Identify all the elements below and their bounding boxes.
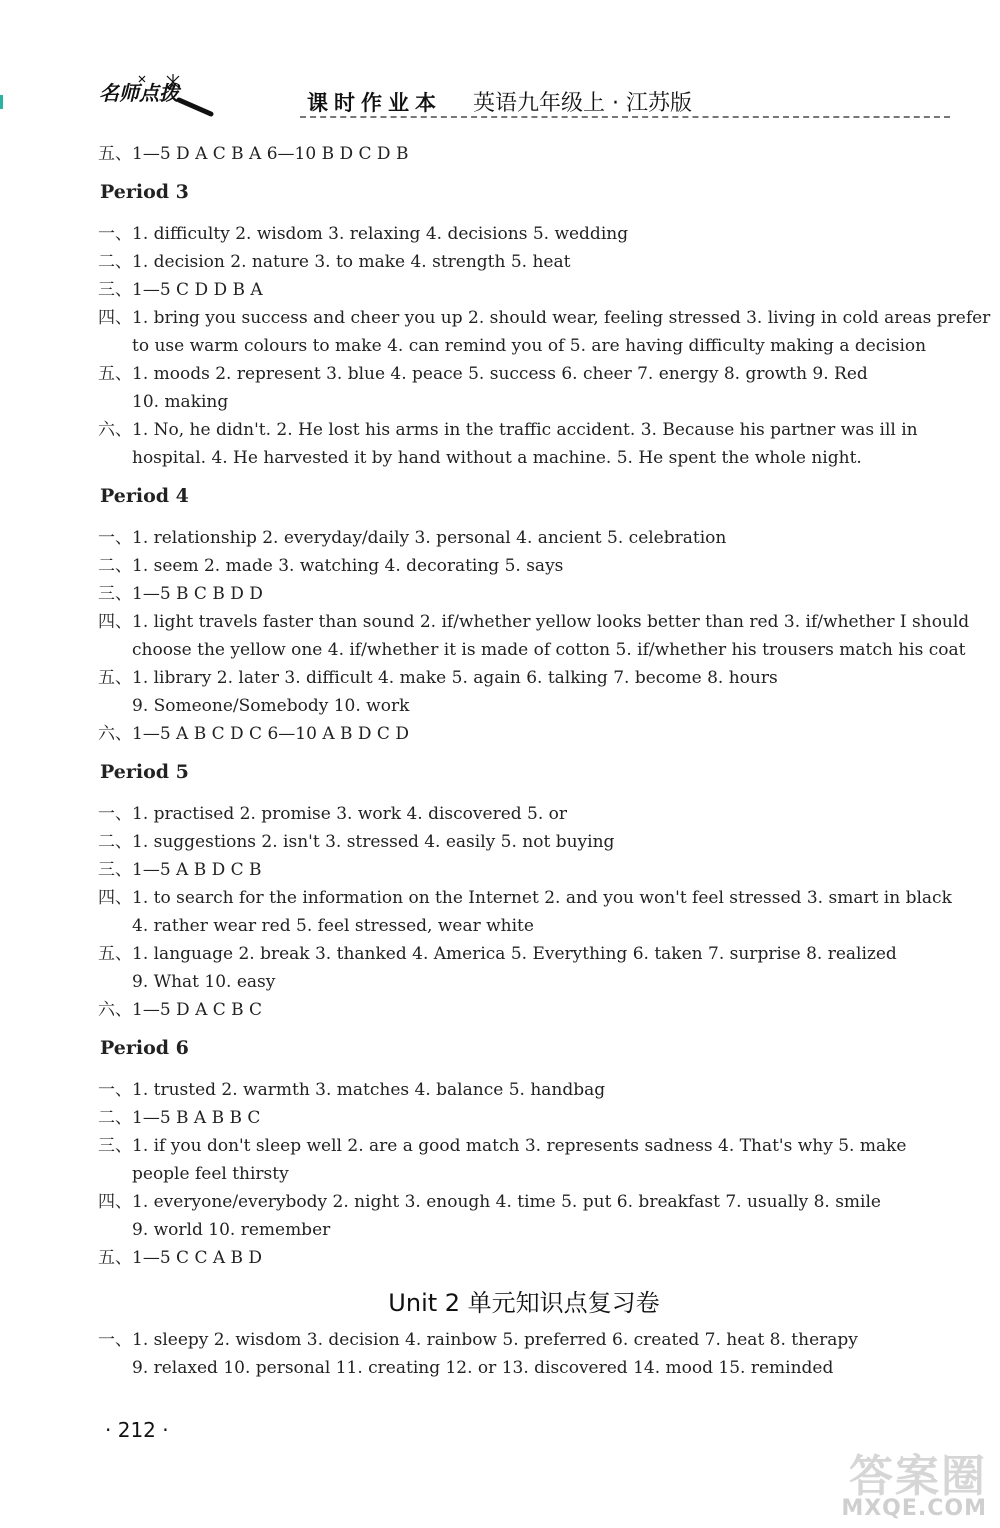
answer-line: 四、1. light travels faster than sound 2. if/whether yellow looks better than red 3. if/whether I should bbox=[98, 612, 970, 632]
svg-text:名师点拨: 名师点拨 bbox=[99, 81, 179, 105]
answer-line: 三、1—5 C D D B A bbox=[98, 280, 263, 300]
period-6-heading: Period 6 bbox=[100, 1037, 189, 1059]
book-title: 课时作业本 bbox=[307, 91, 442, 115]
answer-line: 四、1. bring you success and cheer you up 2. should wear, feeling stressed 3. living in cold areas prefer bbox=[98, 308, 991, 328]
answer-line: 一、1. relationship 2. everyday/daily 3. personal 4. ancient 5. celebration bbox=[98, 528, 727, 548]
answer-line: 一、1. sleepy 2. wisdom 3. decision 4. rainbow 5. preferred 6. created 7. heat 8. therapy bbox=[98, 1330, 858, 1350]
answer-line: 一、1. practised 2. promise 3. work 4. discovered 5. or bbox=[98, 804, 568, 824]
answer-line: 10. making bbox=[132, 392, 229, 412]
answer-line: 三、1—5 A B D C B bbox=[98, 860, 262, 880]
publisher-logo bbox=[95, 70, 215, 120]
answer-line: 二、1. decision 2. nature 3. to make 4. strength 5. heat bbox=[98, 252, 571, 272]
period-4-heading: Period 4 bbox=[100, 485, 189, 507]
header-divider bbox=[300, 116, 950, 118]
page-header bbox=[95, 70, 950, 130]
answer-line: 4. rather wear red 5. feel stressed, wear white bbox=[132, 916, 534, 936]
answer-line: 五、1. language 2. break 3. thanked 4. America 5. Everything 6. taken 7. surprise 8. realized bbox=[98, 944, 897, 964]
answer-line: 六、1—5 A B C D C 6—10 A B D C D bbox=[98, 724, 409, 744]
answer-line: 六、1. No, he didn't. 2. He lost his arms in the traffic accident. 3. Because his partner was ill in bbox=[98, 420, 918, 440]
answer-line: 9. world 10. remember bbox=[132, 1220, 331, 1240]
answer-line: to use warm colours to make 4. can remind you of 5. are having difficulty making a decision bbox=[132, 336, 927, 356]
answer-line: 9. What 10. easy bbox=[132, 972, 276, 992]
answer-line: 五、1—5 D A C B A 6—10 B D C D B bbox=[98, 144, 409, 164]
answer-line: hospital. 4. He harvested it by hand without a machine. 5. He spent the whole night. bbox=[132, 448, 862, 468]
answer-line: 四、1. everyone/everybody 2. night 3. enough 4. time 5. put 6. breakfast 7. usually 8. smile bbox=[98, 1192, 881, 1212]
answer-line: 9. relaxed 10. personal 11. creating 12. or 13. discovered 14. mood 15. reminded bbox=[132, 1358, 834, 1378]
answer-line: people feel thirsty bbox=[132, 1164, 289, 1184]
answer-line: 三、1. if you don't sleep well 2. are a good match 3. represents sadness 4. That's why 5. make bbox=[98, 1136, 907, 1156]
answer-line: 二、1. seem 2. made 3. watching 4. decorating 5. says bbox=[98, 556, 564, 576]
answer-line: 一、1. difficulty 2. wisdom 3. relaxing 4. decisions 5. wedding bbox=[98, 224, 629, 244]
answer-line: 五、1. library 2. later 3. difficult 4. make 5. again 6. talking 7. become 8. hours bbox=[98, 668, 778, 688]
page-number: · 212 · bbox=[105, 1418, 169, 1442]
answer-line: 9. Someone/Somebody 10. work bbox=[132, 696, 410, 716]
watermark-site: MXQE.COM bbox=[841, 1496, 987, 1521]
answer-line: 三、1—5 B C B D D bbox=[98, 584, 263, 604]
answer-line: 二、1—5 B A B B C bbox=[98, 1108, 261, 1128]
watermark-logo: 答案圈 bbox=[849, 1451, 987, 1502]
answer-line: 四、1. to search for the information on the Internet 2. and you won't feel stressed 3. smart in black bbox=[98, 888, 952, 908]
answer-line: 五、1. moods 2. represent 3. blue 4. peace 5. success 6. cheer 7. energy 8. growth 9. Red bbox=[98, 364, 868, 384]
edge-mark bbox=[0, 95, 3, 109]
book-subtitle: 英语九年级上 · 江苏版 bbox=[473, 91, 692, 116]
answer-line: 六、1—5 D A C B C bbox=[98, 1000, 263, 1020]
period-5-heading: Period 5 bbox=[100, 761, 189, 783]
answer-line: 二、1. suggestions 2. isn't 3. stressed 4. easily 5. not buying bbox=[98, 832, 615, 852]
answer-line: 一、1. trusted 2. warmth 3. matches 4. balance 5. handbag bbox=[98, 1080, 606, 1100]
answer-content bbox=[98, 140, 991, 1382]
unit-review-heading: Unit 2 单元知识点复习卷 bbox=[388, 1289, 660, 1317]
period-3-heading: Period 3 bbox=[100, 181, 189, 203]
answer-line: choose the yellow one 4. if/whether it is made of cotton 5. if/whether his trousers match his coat bbox=[132, 640, 966, 660]
answer-line: 五、1—5 C C A B D bbox=[98, 1248, 263, 1268]
watermark bbox=[800, 1440, 995, 1525]
